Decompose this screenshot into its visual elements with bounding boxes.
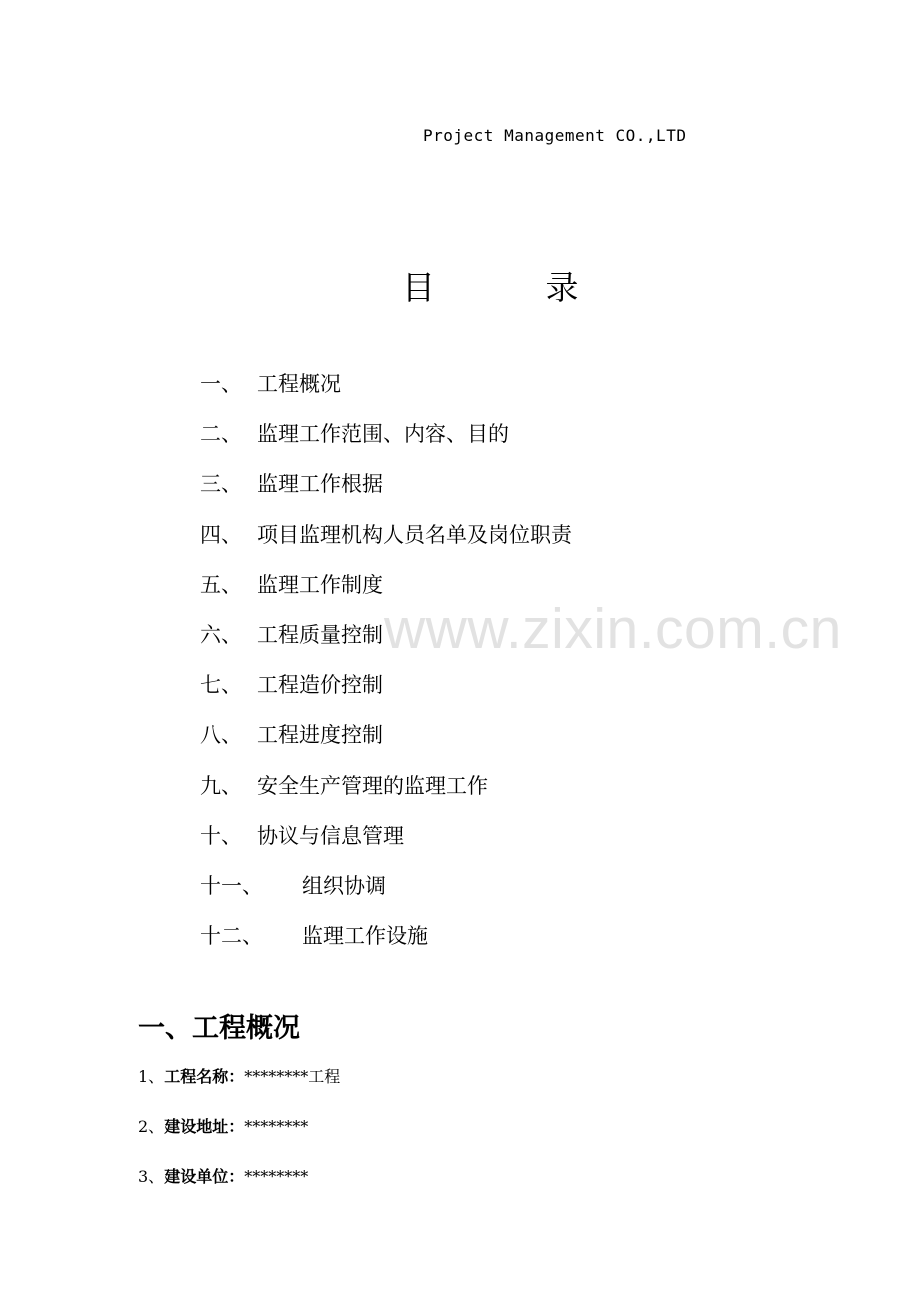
info-value: ******** [244, 1167, 309, 1186]
info-value: ******** [244, 1117, 309, 1136]
toc-item-label: 协议与信息管理 [257, 823, 404, 848]
info-value: ********工程 [244, 1067, 341, 1086]
info-number: 3、 [138, 1167, 165, 1186]
toc-item-label: 监理工作制度 [257, 572, 383, 597]
toc-item-label: 工程进度控制 [257, 723, 383, 748]
section-heading: 一、工程概况 [138, 1013, 300, 1044]
toc-item-number: 七、 [200, 673, 242, 698]
info-number: 1、 [138, 1067, 165, 1086]
toc-item-number: 五、 [200, 572, 242, 597]
company-header: Project Management CO.,LTD [423, 126, 687, 145]
project-name-row [138, 1064, 340, 1114]
toc-item-label: 工程造价控制 [257, 673, 383, 698]
toc-item-label: 监理工作根据 [257, 472, 383, 497]
info-number: 2、 [138, 1117, 165, 1136]
toc-item-label: 工程概况 [257, 372, 341, 396]
construction-unit-row [138, 1164, 340, 1214]
toc-item-number: 四、 [200, 522, 242, 547]
toc-item-label: 项目监理机构人员名单及岗位职责 [257, 522, 572, 547]
toc-item-label: 安全生产管理的监理工作 [257, 773, 488, 798]
toc-item-number: 二、 [200, 422, 242, 447]
watermark: www.zixin.com.cn [384, 597, 842, 661]
toc-item-number: 九、 [200, 773, 242, 798]
info-label: 工程名称： [164, 1067, 245, 1086]
project-info-list [138, 1064, 340, 1214]
toc-item-label: 组织协调 [302, 873, 386, 898]
toc-item-number: 十二、 [200, 924, 263, 949]
toc-item-number: 一、 [200, 372, 242, 396]
toc-item-number: 八、 [200, 723, 242, 748]
toc-title: 目 录 [402, 268, 629, 307]
construction-address-row [138, 1114, 340, 1164]
info-label: 建设单位： [164, 1167, 245, 1186]
toc-item-number: 十、 [200, 823, 242, 848]
toc-item-label: 工程质量控制 [257, 622, 383, 647]
toc-item-number: 六、 [200, 622, 242, 647]
toc-item-number: 三、 [200, 472, 242, 497]
toc-item-number: 十一、 [200, 873, 263, 898]
toc-item-label: 监理工作范围、内容、目的 [257, 422, 509, 447]
info-label: 建设地址： [164, 1117, 245, 1136]
toc-item-label: 监理工作设施 [302, 924, 428, 949]
